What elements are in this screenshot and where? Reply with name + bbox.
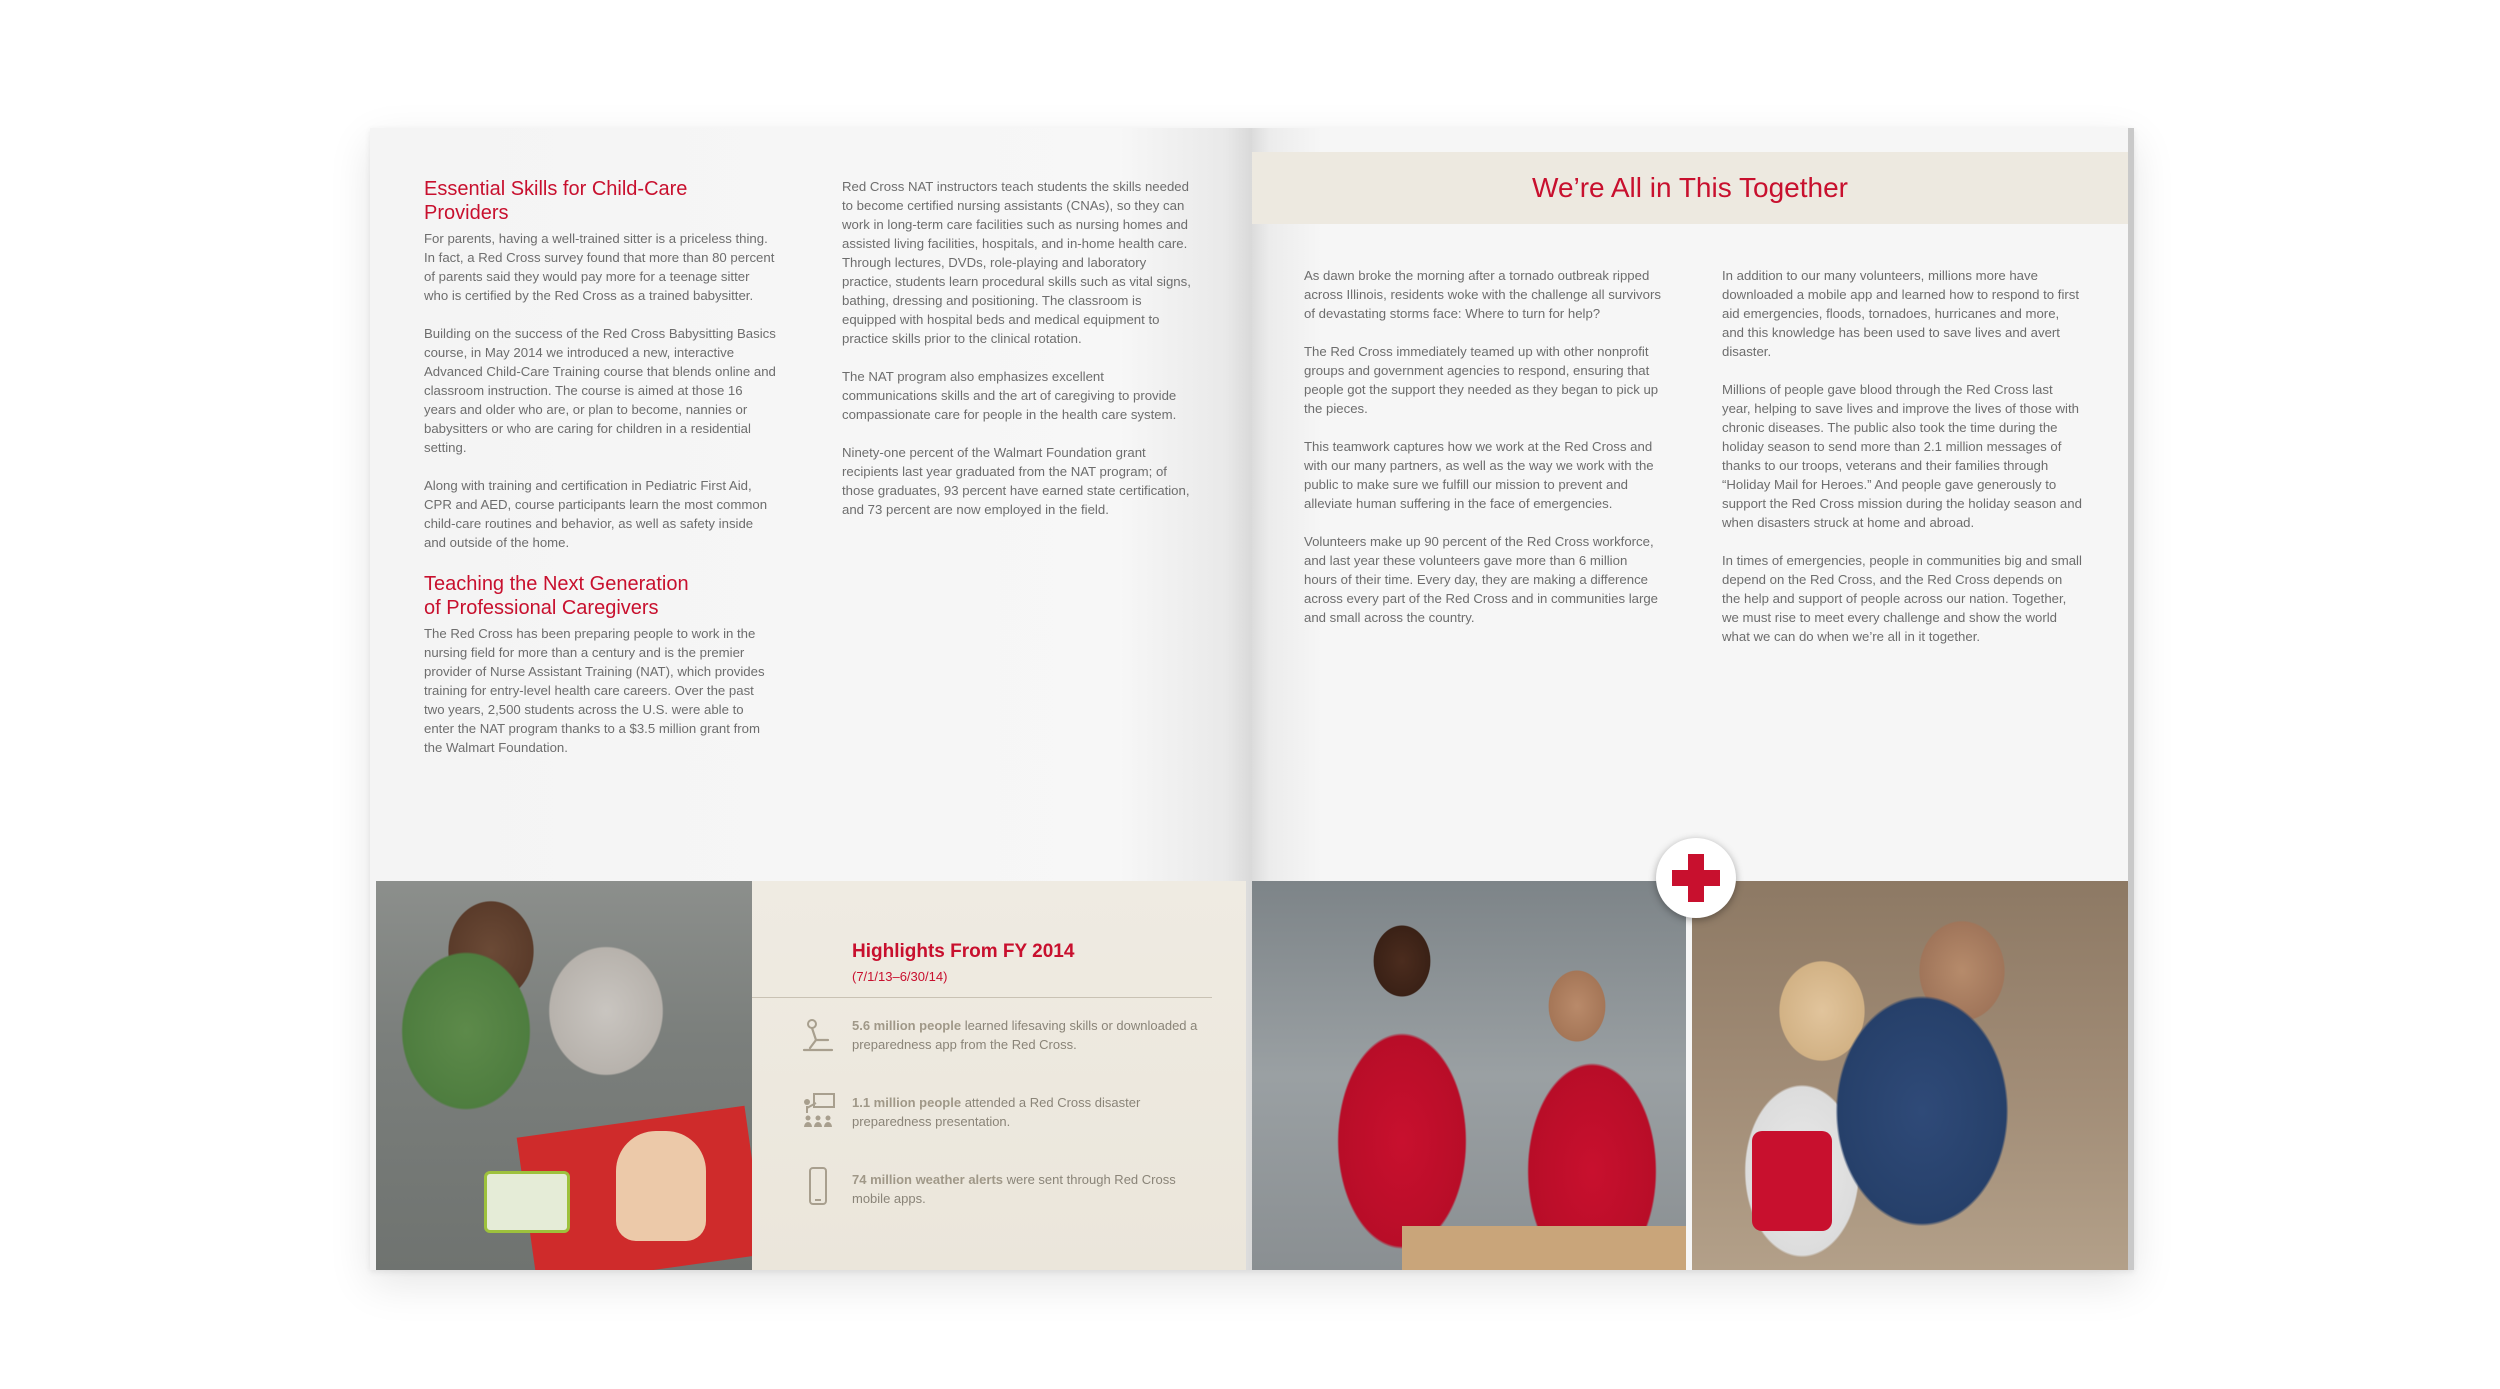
paragraph: The Red Cross has been preparing people to work in the nursing field for more than a century and is the premier provider of Nurse Assistant Training (NAT), which provides training for entry-level health care careers. Over the past two years, 2,500 students across the U.S. were able to enter the NAT program thanks to a $3.5 million grant from the Walmart Foundation.: [424, 626, 765, 755]
paragraph: The Red Cross immediately teamed up with other nonprofit groups and government agencies to respond, ensuring that people got the support they needed as they began to pick up the pieces.: [1304, 344, 1659, 416]
right-column-2: [1722, 266, 2084, 665]
paragraph: Red Cross NAT instructors teach students the skills needed to become certified nursing assistants (CNAs), so they can work in long-term care facilities such as nursing homes and assisted living facilities, hospitals, and in-home health care. Through lectures, DVDs, role-playing and laboratory practice, students learn procedural skills such as vital signs, bathing, dressing and positioning. The classroom is equipped with hospital beds and medical equipment to practice skills prior to the clinical rotation.: [842, 179, 1191, 346]
paragraph: Millions of people gave blood through the Red Cross last year, helping to save lives and improve the lives of those with chronic diseases. The public also took the time during the holiday season to send more than 2.1 million messages of thanks to our troops, veterans and their families through “Holiday Mail for Heroes.” And people gave generously to support the Red Cross mission during the holiday season and when disasters struck at home and abroad.: [1722, 382, 2082, 530]
highlight-text: learned lifesaving skills or downloaded a preparedness app from the Red Cross.: [852, 1018, 1198, 1052]
cardboard-box: [1402, 1226, 1686, 1270]
right-page: [1252, 128, 2134, 1270]
presentation-audience-icon: [798, 1091, 838, 1131]
highlight-text: were sent through Red Cross mobile apps.: [852, 1172, 1176, 1206]
highlight-stat: 74 million weather alerts: [852, 1172, 1004, 1187]
title-band: [1252, 152, 2128, 224]
highlights-divider: [752, 997, 1212, 998]
hug-photo: [1692, 881, 2128, 1270]
paragraph: This teamwork captures how we work at the Red Cross and with our many partners, as well as the way we work with the public to make sure we fulfill our mission to prevent and alleviate human suffering in the face of emergencies.: [1304, 439, 1654, 511]
highlight-item: [852, 1093, 1212, 1131]
left-page: [370, 128, 1252, 1270]
left-column-2: [842, 177, 1198, 538]
paragraph: In addition to our many volunteers, millions more have downloaded a mobile app and learned how to respond to first aid emergencies, floods, tornadoes, hurricanes and more, and this knowledge has been used to save lives and avert disaster.: [1722, 268, 2080, 359]
paragraph: In times of emergencies, people in communities big and small depend on the Red Cross, and the Red Cross depends on the help and support of people across our nation. Together, we must rise to meet every challenge and show the world what we can do when we’re all in it together.: [1722, 553, 2082, 644]
heading-line: Teaching the Next Generation: [424, 573, 689, 595]
cpr-person-icon: [798, 1016, 838, 1056]
heading-child-care: Essential Skills for Child-Care Providers: [424, 178, 688, 224]
paragraph: As dawn broke the morning after a tornado outbreak ripped across Illinois, residents woke with the challenge all survivors of devastating storms face: Where to turn for help?: [1304, 268, 1661, 321]
highlight-stat: 1.1 million people: [852, 1095, 962, 1110]
highlights-box: [752, 881, 1246, 1270]
paragraph: Volunteers make up 90 percent of the Red Cross workforce, and last year these volunteers gave more than 6 million hours of their time. Every day, they are making a difference across every part of the Red Cross and in communities large and small across the country.: [1304, 534, 1659, 625]
paragraph: Building on the success of the Red Cross Babysitting Basics course, in May 2014 we introduced a new, interactive Advanced Child-Care Training course that blends online and classroom instruction. The course is aimed at those 16 years and older who are, or plan to become, nannies or babysitters or who are caring for children in a residential setting.: [424, 326, 776, 455]
highlight-text: attended a Red Cross disaster preparedness presentation.: [852, 1095, 1141, 1129]
heading-caregivers: [424, 572, 776, 620]
volunteers-photo: [1252, 881, 1686, 1270]
heading-line: of Professional Caregivers: [424, 597, 659, 619]
highlight-item: [852, 1016, 1212, 1054]
highlights-title: Highlights From FY 2014: [852, 941, 1075, 962]
page-title: We’re All in This Together: [1532, 172, 1848, 203]
red-cross-logo: [1656, 838, 1736, 918]
paragraph: For parents, having a well-trained sitter is a priceless thing. In fact, a Red Cross survey found that more than 80 percent of parents said they would pay more for a teenage sitter who is certified by the Red Cross as a trained babysitter.: [424, 231, 775, 303]
cpr-training-photo: [376, 881, 752, 1270]
paragraph: Ninety-one percent of the Walmart Foundation grant recipients last year graduated from the NAT program; of those graduates, 93 percent have earned state certification, and 73 percent are now employed in the field.: [842, 445, 1190, 517]
highlight-stat: 5.6 million people: [852, 1018, 962, 1033]
highlight-item: [852, 1170, 1212, 1208]
left-column-1: [424, 177, 776, 776]
aed-device: [484, 1171, 570, 1233]
brochure-spread: [370, 128, 2134, 1270]
red-cross-icon: [1670, 852, 1722, 904]
right-column-1: [1304, 266, 1662, 646]
mobile-phone-icon: [798, 1166, 838, 1206]
cpr-dummy: [616, 1131, 706, 1241]
highlights-subtitle: (7/1/13–6/30/14): [852, 969, 948, 984]
paragraph: The NAT program also emphasizes excellent communications skills and the art of caregiving to provide compassionate care for people in the health care system.: [842, 369, 1177, 422]
red-cross-vest: [1752, 1131, 1832, 1231]
paragraph: Along with training and certification in Pediatric First Aid, CPR and AED, course participants learn the most common child-care routines and behavior, as well as safety inside and outside of the home.: [424, 478, 768, 550]
